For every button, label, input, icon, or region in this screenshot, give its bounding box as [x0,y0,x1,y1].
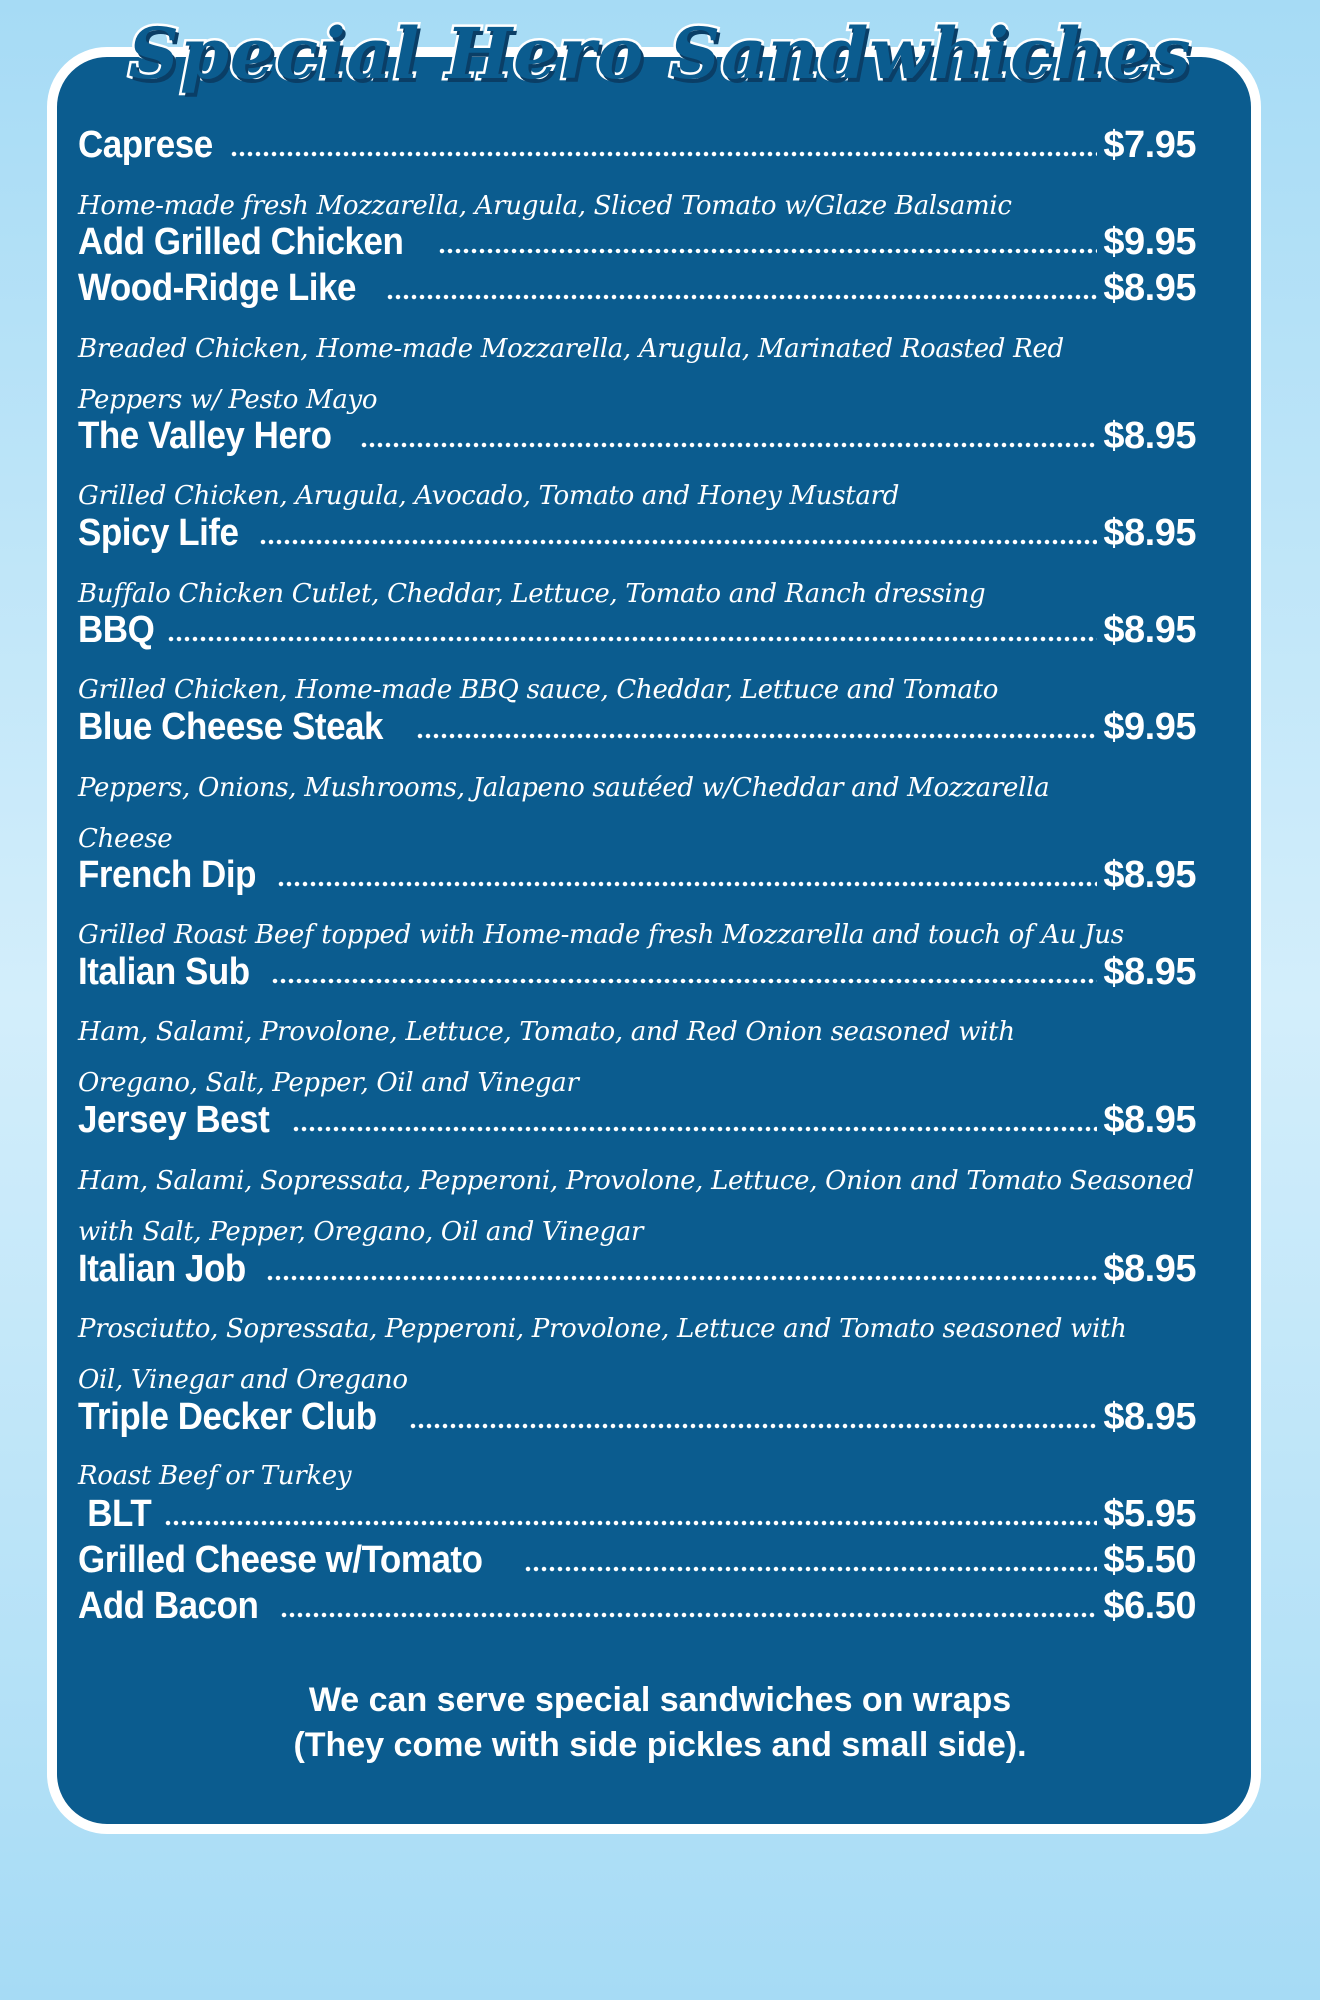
menu-item-triple-decker-club [78,1396,1196,1442]
item-name: BLT [78,1493,152,1535]
item-price: $9.95 [1103,706,1196,748]
item-price: $8.95 [1103,854,1196,896]
menu-item-add-grilled-chicken [78,221,1196,267]
menu-item-add-bacon [78,1585,1196,1631]
item-price: $8.95 [1103,951,1196,993]
menu-item-grilled-cheese [78,1539,1196,1585]
item-name: BBQ [78,609,155,651]
item-price: $8.95 [1103,609,1196,651]
item-price: $9.95 [1103,221,1196,263]
item-price: $5.95 [1103,1493,1196,1535]
leader-dots [409,1423,1098,1429]
menu-item-caprese [78,124,1196,170]
item-price: $6.50 [1103,1585,1196,1627]
item-description: Roast Beef or Turkey [78,1461,352,1491]
leader-dots [360,442,1098,448]
leader-dots [386,294,1097,300]
item-name: Caprese [78,124,213,166]
item-name: Italian Sub [78,951,250,993]
item-price: $8.95 [1103,1396,1196,1438]
item-price: $8.95 [1103,1099,1196,1141]
leader-dots [416,733,1098,739]
wrap-note-line-1: We can serve special sandwiches on wraps [308,1681,1012,1719]
item-description: Prosciutto, Sopressata, Pepperoni, Provolone, Lettuce and Tomato seasoned with [78,1314,1127,1344]
leader-dots [266,1275,1097,1281]
leader-dots [259,539,1098,545]
menu-item-italian-job [78,1248,1196,1294]
leader-dots [280,1612,1097,1618]
item-description: Ham, Salami, Sopressata, Pepperoni, Provolone, Lettuce, Onion and Tomato Seasoned [78,1166,1194,1196]
item-name: Triple Decker Club [78,1396,377,1438]
item-description: with Salt, Pepper, Oregano, Oil and Vinegar [78,1217,644,1247]
item-name: French Dip [78,854,256,896]
item-price: $5.50 [1103,1539,1196,1581]
menu-item-blt [78,1493,1196,1539]
item-name: Add Bacon [78,1585,259,1627]
item-name: Spicy Life [78,512,239,554]
menu-item-spicy-life [78,512,1196,558]
item-description: Grilled Roast Beef topped with Home-made fresh Mozzarella and touch of Au Jus [78,920,1124,950]
menu-item-italian-sub [78,951,1196,997]
item-description: Buffalo Chicken Cutlet, Cheddar, Lettuce, Tomato and Ranch dressing [78,579,986,609]
item-name: Add Grilled Chicken [78,221,404,263]
menu-title: Special Hero Sandwhiches [128,12,1192,95]
menu-item-jersey-best [78,1099,1196,1145]
leader-dots [438,248,1098,254]
item-price: $8.95 [1103,415,1196,457]
item-price: $8.95 [1103,267,1196,309]
menu-item-blue-cheese-steak [78,706,1196,752]
leader-dots [230,151,1097,157]
item-description: Cheese [78,824,173,854]
item-name: Jersey Best [78,1099,270,1141]
wrap-note-line-2: (They come with side pickles and small side). [293,1726,1027,1764]
item-name: The Valley Hero [78,415,332,457]
leader-dots [164,1520,1098,1526]
leader-dots [271,978,1098,984]
item-description: Peppers, Onions, Mushrooms, Jalapeno sautéed w/Cheddar and Mozzarella [78,773,1050,803]
menu-item-the-valley-hero [78,415,1196,461]
menu-item-french-dip [78,854,1196,900]
leader-dots [167,636,1097,642]
item-name: Blue Cheese Steak [78,706,384,748]
item-description: Oil, Vinegar and Oregano [78,1365,408,1395]
item-description: Grilled Chicken, Arugula, Avocado, Tomato and Honey Mustard [78,481,900,511]
item-price: $7.95 [1103,124,1196,166]
item-description: Grilled Chicken, Home-made BBQ sauce, Cheddar, Lettuce and Tomato [78,675,999,705]
leader-dots [277,881,1097,887]
item-price: $8.95 [1103,1248,1196,1290]
item-description: Peppers w/ Pesto Mayo [78,385,378,415]
item-name: Grilled Cheese w/Tomato [78,1539,483,1581]
item-description: Breaded Chicken, Home-made Mozzarella, Arugula, Marinated Roasted Red [78,334,1064,364]
leader-dots [524,1566,1098,1572]
item-price: $8.95 [1103,512,1196,554]
menu-item-bbq [78,609,1196,655]
menu-item-wood-ridge-like [78,267,1196,313]
item-description: Home-made fresh Mozzarella, Arugula, Sliced Tomato w/Glaze Balsamic [78,191,1012,221]
item-description: Ham, Salami, Provolone, Lettuce, Tomato, and Red Onion seasoned with [78,1017,1015,1047]
item-name: Italian Job [78,1248,246,1290]
item-description: Oregano, Salt, Pepper, Oil and Vinegar [78,1068,579,1098]
leader-dots [292,1126,1098,1132]
item-name: Wood-Ridge Like [78,267,356,309]
